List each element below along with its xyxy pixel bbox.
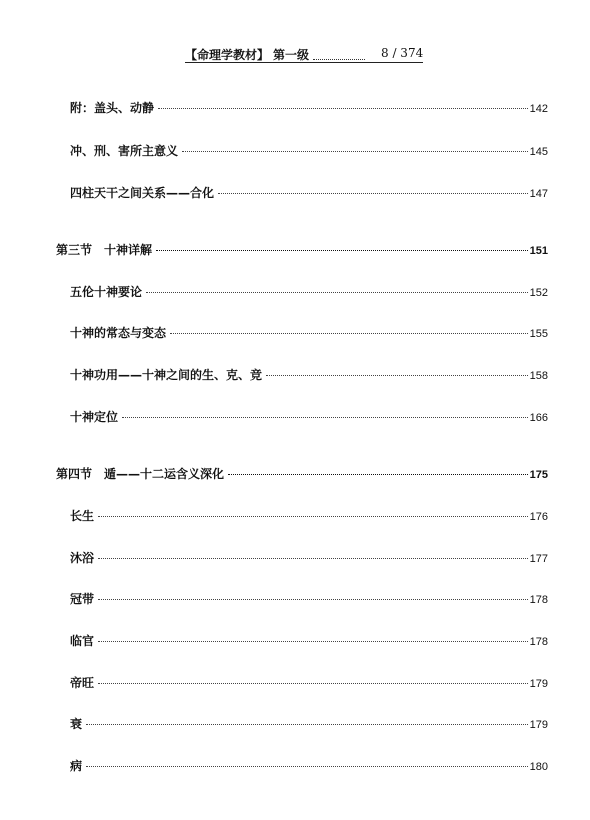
toc-entry-title: 五伦十神要论 [70, 285, 143, 299]
dot-leader [266, 375, 528, 376]
dot-leader [86, 724, 528, 725]
toc-entry-title: 附：盖头、动静 [70, 101, 155, 115]
toc-page-number: 178 [529, 636, 548, 648]
toc-entry-chong-xing-hai[interactable] [70, 142, 548, 160]
toc-entry-title: 十神功用——十神之间的生、克、竞 [70, 368, 263, 382]
toc-entry-changtai-biantai[interactable] [70, 324, 548, 342]
dot-leader [228, 474, 528, 475]
toc-entry-shishen-dingwei[interactable] [70, 408, 548, 426]
toc-entry-diwang[interactable] [70, 674, 548, 692]
toc-entry-title: 沐浴 [70, 551, 95, 565]
toc-entry-linguan[interactable] [70, 632, 548, 650]
toc-page-number: 142 [529, 103, 548, 115]
toc-entry-bing[interactable] [70, 757, 548, 775]
dot-leader [146, 292, 528, 293]
toc-entry-shuai[interactable] [70, 715, 548, 733]
toc-entry-muyu[interactable] [70, 549, 548, 567]
toc-page-number: 147 [529, 188, 548, 200]
toc-page-number: 177 [529, 553, 548, 565]
toc-page-number: 175 [529, 469, 548, 481]
toc-section-title: 第四节 遁——十二运含义深化 [56, 467, 225, 481]
dot-leader [156, 250, 528, 251]
toc-page-number: 166 [529, 412, 548, 424]
toc-section-3[interactable] [56, 241, 548, 259]
toc-page-number: 176 [529, 511, 548, 523]
toc-entry-wulun-shishen[interactable] [70, 283, 548, 301]
toc-entry-title: 四柱天干之间关系——合化 [70, 186, 215, 200]
dot-leader [122, 417, 528, 418]
toc-page-number: 179 [529, 678, 548, 690]
toc-entry-gaitou-dongjing[interactable] [70, 99, 548, 117]
dot-leader [98, 558, 528, 559]
dot-leader [218, 193, 528, 194]
toc-entry-title: 病 [70, 759, 83, 773]
toc-entry-shishen-gongyong[interactable] [70, 366, 548, 384]
toc-page-number: 155 [529, 328, 548, 340]
dot-leader [98, 641, 528, 642]
toc-page-number: 180 [529, 761, 548, 773]
dot-leader [98, 599, 528, 600]
book-title: 【命理学教材】 [185, 48, 270, 62]
toc-entry-title: 十神定位 [70, 410, 119, 424]
toc-page-number: 152 [529, 287, 548, 299]
toc-entry-title: 临官 [70, 634, 95, 648]
dot-leader [98, 516, 528, 517]
toc-entry-title: 帝旺 [70, 676, 95, 690]
toc-entry-title: 十神的常态与变态 [70, 326, 167, 340]
toc-entry-title: 冲、刑、害所主意义 [70, 144, 179, 158]
toc-entry-title: 长生 [70, 509, 95, 523]
toc-page-number: 179 [529, 719, 548, 731]
dot-leader [98, 683, 528, 684]
toc-page-number: 151 [529, 245, 548, 257]
toc-section-title: 第三节 十神详解 [56, 243, 153, 257]
header-divider [185, 62, 423, 63]
toc-section-4[interactable] [56, 465, 548, 483]
toc-entry-title: 冠带 [70, 592, 95, 606]
dot-leader [170, 333, 528, 334]
level-label: 第一级 [273, 48, 310, 62]
header-dot-leader [313, 59, 365, 60]
page-indicator: 8 / 374 [381, 46, 424, 60]
toc-page-number: 145 [529, 146, 548, 158]
toc-entry-guandai[interactable] [70, 590, 548, 608]
toc-entry-changsheng[interactable] [70, 507, 548, 525]
toc-page-number: 178 [529, 594, 548, 606]
toc-entry-title: 衰 [70, 717, 83, 731]
page-header [185, 46, 425, 64]
toc-entry-tiangan-hehua[interactable] [70, 184, 548, 202]
dot-leader [182, 151, 528, 152]
dot-leader [158, 108, 528, 109]
dot-leader [86, 766, 528, 767]
toc-page-number: 158 [529, 370, 548, 382]
